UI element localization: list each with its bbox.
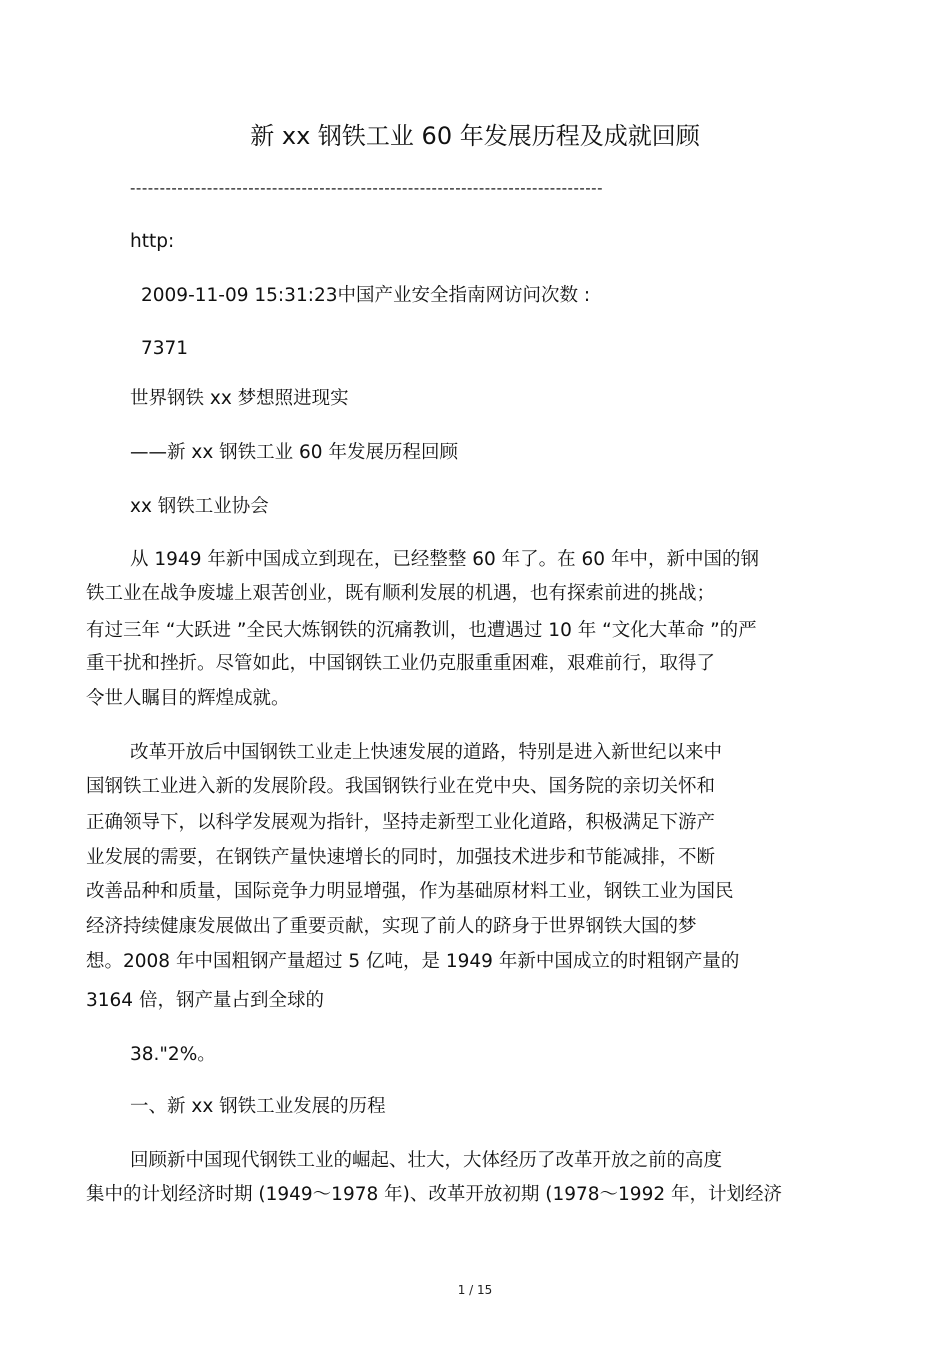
subtitle-secondary: ——新 xx 钢铁工业 60 年发展历程回顾: [130, 442, 458, 463]
paragraph-2-line: 业发展的需要，在钢铁产量快速增长的同时，加强技术进步和节能减排，不断: [86, 847, 716, 868]
paragraph-2-line: 国钢铁工业进入新的发展阶段。我国钢铁行业在党中央、国务院的亲切关怀和: [86, 776, 716, 797]
section-heading: 一、新 xx 钢铁工业发展的历程: [130, 1096, 386, 1117]
paragraph-1-line: 从 1949 年新中国成立到现在，已经整整 60 年了。在 60 年中，新中国的钢: [130, 549, 759, 570]
source-url: http:: [130, 231, 175, 252]
paragraph-2-line: 经济持续健康发展做出了重要贡献，实现了前人的跻身于世界钢铁大国的梦: [86, 916, 697, 937]
meta-line: 2009-11-09 15:31:23中国产业安全指南网访问次数 :: [141, 285, 591, 306]
paragraph-2-line: 3164 倍，钢产量占到全球的: [86, 990, 324, 1011]
paragraph-3-line: 回顾新中国现代钢铁工业的崛起、壮大，大体经历了改革开放之前的高度: [130, 1150, 723, 1171]
paragraph-1-line: 铁工业在战争废墟上艰苦创业，既有顺利发展的机遇，也有探索前进的挑战；: [86, 583, 716, 604]
paragraph-2-line: 正确领导下，以科学发展观为指针，坚持走新型工业化道路，积极满足下游产: [86, 812, 716, 833]
separator-dashes: --------------------------------------------------------------------------------: [130, 179, 604, 197]
paragraph-1-line: 令世人瞩目的辉煌成就。: [86, 688, 290, 709]
subtitle-main: 世界钢铁 xx 梦想照进现实: [130, 388, 349, 409]
paragraph-2-line: 想。2008 年中国粗钢产量超过 5 亿吨，是 1949 年新中国成立的时粗钢产量的: [86, 951, 740, 972]
percent-line: 38."2%。: [130, 1044, 216, 1065]
page-number: 1 / 15: [457, 1283, 493, 1297]
paragraph-2-line: 改革开放后中国钢铁工业走上快速发展的道路，特别是进入新世纪以来中: [130, 742, 723, 763]
paragraph-1-line: 重干扰和挫折。尽管如此，中国钢铁工业仍克服重重困难，艰难前行，取得了: [86, 653, 716, 674]
paragraph-3-line: 集中的计划经济时期 (1949～1978 年)、改革开放初期 (1978～1992 年，计划经济: [86, 1184, 783, 1205]
author-line: xx 钢铁工业协会: [130, 496, 269, 517]
paragraph-2-line: 改善品种和质量，国际竞争力明显增强，作为基础原材料工业，钢铁工业为国民: [86, 881, 734, 902]
document-title: 新 xx 钢铁工业 60 年发展历程及成就回顾: [250, 122, 700, 150]
visit-count: 7371: [141, 338, 189, 359]
paragraph-1-line: 有过三年 “大跃进 ”全民大炼钢铁的沉痛教训，也遭遇过 10 年 “文化大革命 ”的严: [86, 620, 757, 641]
